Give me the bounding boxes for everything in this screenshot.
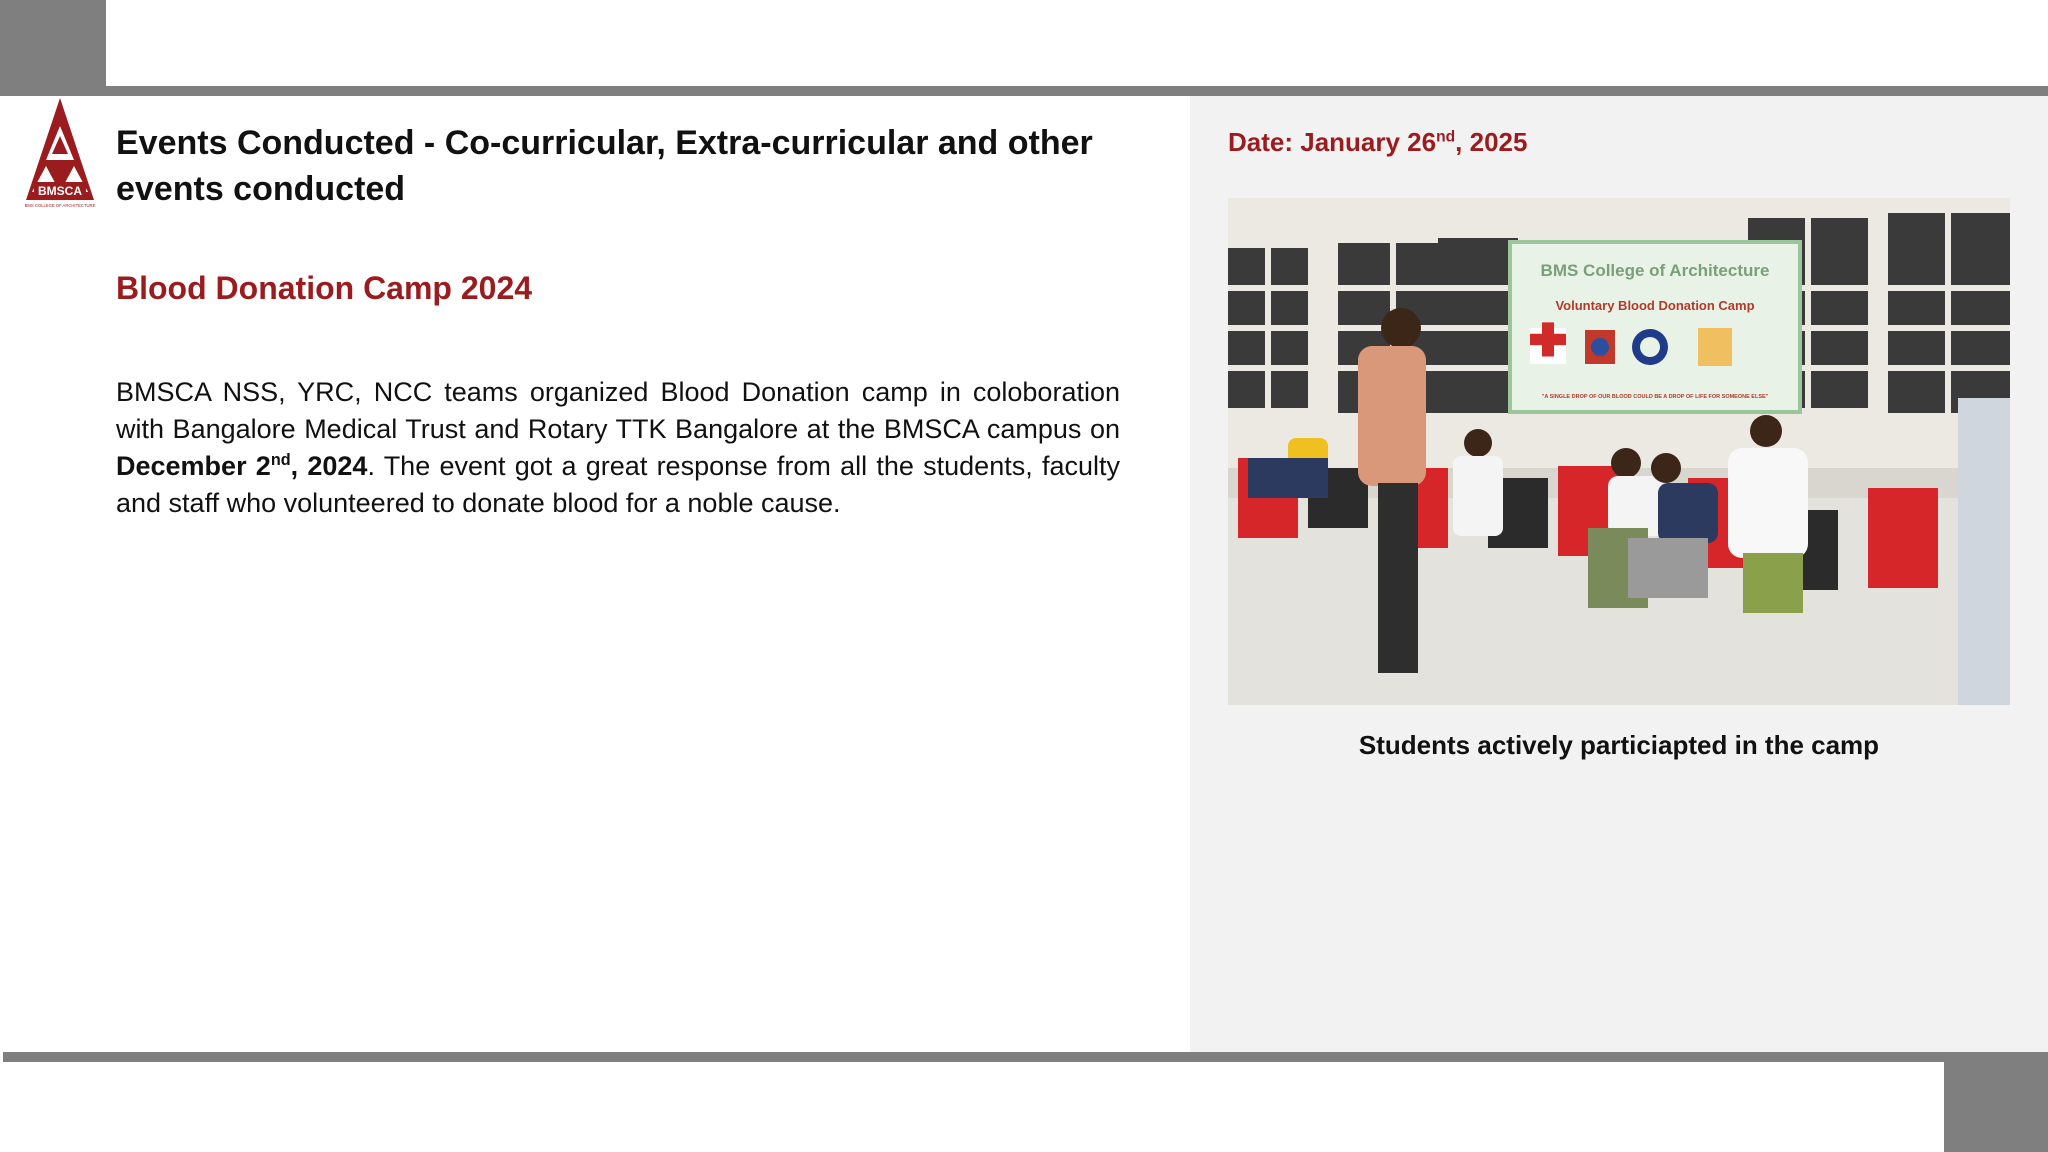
banner-subheading: Voluntary Blood Donation Camp — [1555, 298, 1755, 313]
banner-heading: BMS College of Architecture — [1540, 261, 1770, 280]
banner-quote: "A SINGLE DROP OF OUR BLOOD COULD BE A DROP OF LIFE FOR SOMEONE ELSE" — [1541, 394, 1769, 400]
event-title: Blood Donation Camp 2024 — [116, 270, 533, 306]
report-date-suffix: , 2025 — [1455, 127, 1528, 157]
logo-text: BMSCA — [38, 184, 82, 198]
bottom-divider-bar — [3, 1052, 2048, 1062]
event-date-main: December 2 — [116, 451, 271, 481]
event-photo — [1228, 198, 2010, 705]
report-date — [1228, 127, 1527, 158]
photo-caption: Students actively particiapted in the camp — [1358, 730, 1880, 760]
event-date-sup: nd — [270, 451, 291, 469]
description-part-2: . The event got a great response from all the students, faculty and staff who volunteered to donate blood for a noble cause. — [116, 451, 1120, 518]
bottom-right-block — [1944, 1062, 2048, 1152]
top-left-block — [0, 0, 106, 86]
report-date-prefix: Date: January 26 — [1228, 127, 1437, 157]
event-description — [116, 374, 1120, 522]
event-date-year: , 2024 — [290, 451, 368, 481]
report-date-sup: nd — [1436, 128, 1456, 146]
event-date-bold — [116, 451, 367, 481]
logo-subtext: BMS COLLEGE OF ARCHITECTURE — [24, 203, 96, 208]
top-divider-bar — [0, 86, 2048, 96]
college-logo — [20, 96, 100, 212]
description-part-1: BMSCA NSS, YRC, NCC teams organized Blood Donation camp in coloboration with Bangalore Medical Trust and Rotary TTK Bangalore at the BMSCA campus on — [116, 377, 1120, 444]
page-title: Events Conducted - Co-curricular, Extra-curricular and other events conducted — [116, 124, 1093, 208]
